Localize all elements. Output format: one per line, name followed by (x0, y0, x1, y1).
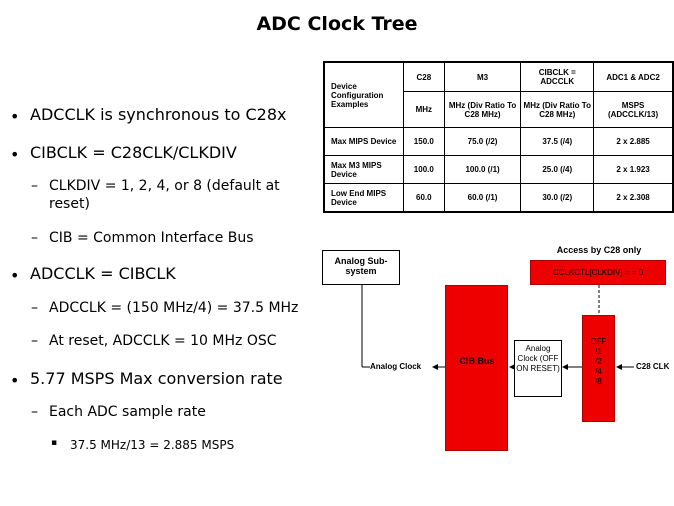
table-cell: 2 x 2.885 (594, 128, 673, 156)
c28-clk-label: C28 CLK (636, 362, 670, 371)
table-header: ADC1 & ADC2 (594, 62, 673, 92)
analog-subsystem-box (322, 250, 400, 285)
table-row-label: Max M3 MIPS Device (324, 156, 403, 184)
bullet-marker: – (31, 300, 38, 316)
divider-option: /4 (595, 367, 602, 376)
bullet-text: 37.5 MHz/13 = 2.885 MSPS (70, 438, 235, 452)
table-cell: 60.0 (/1) (444, 184, 521, 213)
bullet-marker: – (31, 178, 38, 194)
bullet-marker: – (31, 333, 38, 349)
bullet-text: 5.77 MSPS Max conversion rate (30, 369, 283, 388)
bullet-text: ADCCLK is synchronous to C28x (30, 105, 287, 124)
table-unit: MHz (Div Ratio To C28 MHz) (444, 92, 521, 128)
analog-clock-label: Analog Clock (370, 362, 422, 371)
table-unit: MHz (403, 92, 444, 128)
table-cell: 100.0 (403, 156, 444, 184)
bullet-marker: • (10, 107, 20, 126)
table-cell: 25.0 (/4) (521, 156, 594, 184)
table-cell: 75.0 (/2) (444, 128, 521, 156)
table-header: C28 (403, 62, 444, 92)
access-label: Access by C28 only (556, 245, 642, 255)
bullet-marker: • (10, 145, 20, 164)
bullet-marker: – (31, 404, 38, 420)
bullet-text: CIBCLK = C28CLK/CLKDIV (30, 143, 237, 162)
bullet-text: CIB = Common Interface Bus (49, 230, 254, 246)
table-unit: MHz (Div Ratio To C28 MHz) (521, 92, 594, 128)
clkdiv-register-box (530, 260, 666, 285)
table-cell: 2 x 1.923 (594, 156, 673, 184)
page-title: ADC Clock Tree (256, 13, 418, 35)
bullet-text: Each ADC sample rate (49, 404, 206, 420)
table-cell: 60.0 (403, 184, 444, 213)
table-header: CIBCLK = ADCCLK (521, 62, 594, 92)
table-cell: 100.0 (/1) (444, 156, 521, 184)
bullet-text: CLKDIV = 1, 2, 4, or 8 (default at (49, 178, 280, 194)
cib-bus-label: CIB Bus (459, 356, 495, 366)
bullet-text: At reset, ADCCLK = 10 MHz OSC (49, 333, 277, 349)
analog-osc-label: Analog Clock (OFF ON RESET) (516, 344, 560, 373)
clkdiv-register-label: CCLKCTL[CLKDIV] = = 0 (552, 268, 644, 277)
table-cell: 2 x 2.308 (594, 184, 673, 213)
table-header: M3 (444, 62, 521, 92)
divider-option: /8 (595, 377, 602, 386)
bullet-text: ADCCLK = CIBCLK (30, 264, 176, 283)
table-cell: 37.5 (/4) (521, 128, 594, 156)
divider-option: OFF (590, 337, 607, 346)
bullet-marker: – (31, 230, 38, 246)
bullet-marker: • (10, 371, 20, 390)
analog-subsystem-label: Analog Sub-system (334, 256, 388, 276)
clock-divider-box (582, 315, 615, 422)
table-cell: 30.0 (/2) (521, 184, 594, 213)
analog-osc-box (514, 340, 562, 397)
divider-option: /1 (595, 347, 602, 356)
bullet-marker: ▪ (51, 438, 58, 448)
table-row-label: Max MIPS Device (324, 128, 403, 156)
bullet-text: ADCCLK = (150 MHz/4) = 37.5 MHz (49, 300, 299, 316)
divider-option: /2 (595, 357, 602, 366)
table-cell: 150.0 (403, 128, 444, 156)
table-unit: MSPS (ADCCLK/13) (594, 92, 673, 128)
cib-bus-box (445, 285, 508, 451)
table-corner: Device Configuration Examples (324, 62, 403, 128)
bullet-text: reset) (49, 196, 90, 212)
bullet-marker: • (10, 266, 20, 285)
table-row-label: Low End MIPS Device (324, 184, 403, 213)
